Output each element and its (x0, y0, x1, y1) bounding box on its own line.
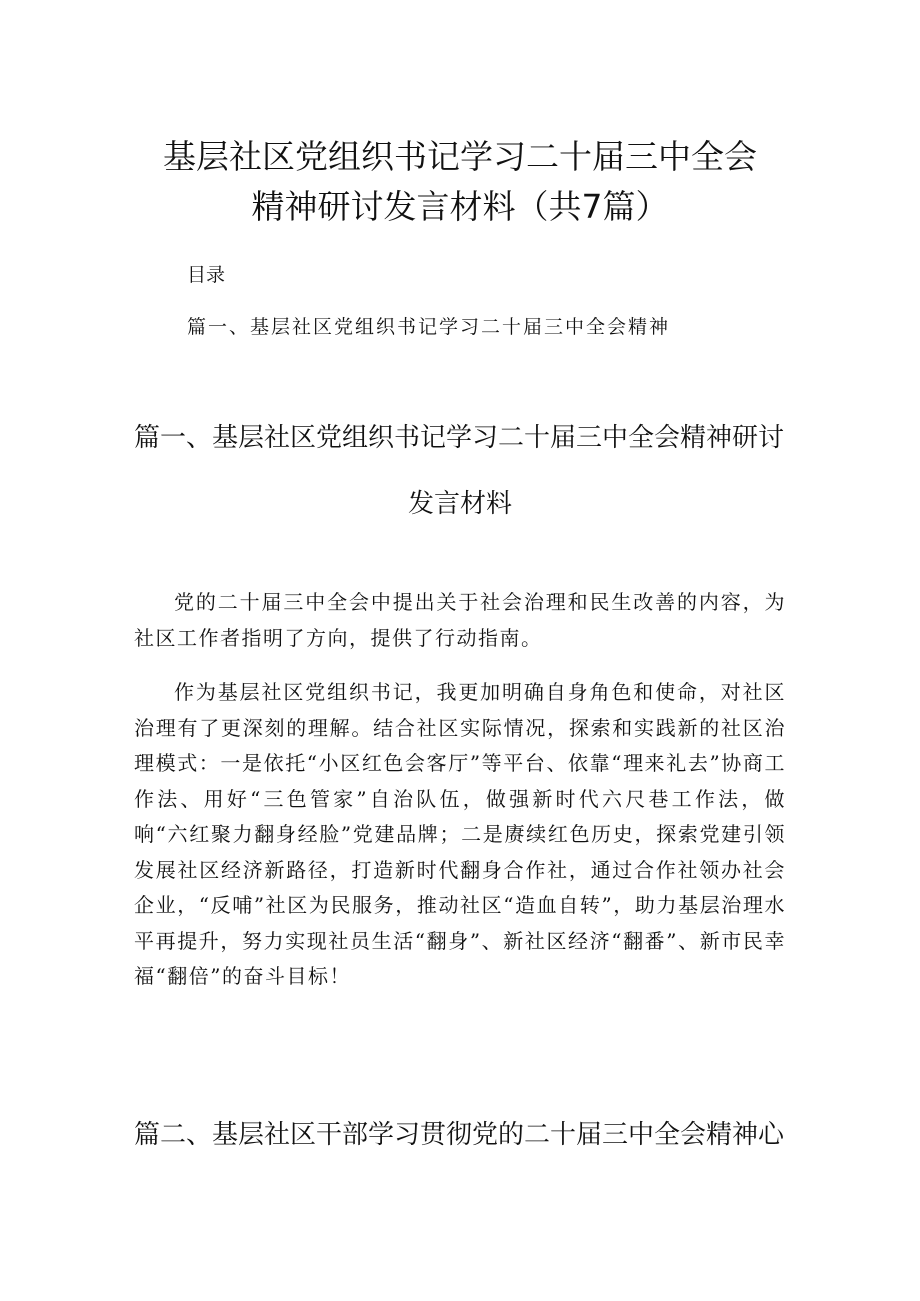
section-2-heading-line1: 篇二、基层社区干部学习贯彻党的二十届三中全会精神心 (134, 1120, 785, 1150)
toc-item-1[interactable]: 篇一、基层社区党组织书记学习二十届三中全会精神 (187, 316, 671, 338)
section-1-paragraph-2: 作为基层社区党组织书记，我更加明确自身角色和使命，对社区治理有了更深刻的理解。结合社区实际情况，探索和实践新的社区治理模式：一是依托“小区红色会客厅”等平台、依靠“理来礼去”协商工作法、用好“三色管家”自治队伍，做强新时代六尺巷工作法，做响“六红聚力翻身经脸”党建品牌；二是赓续红色历史，探索党建引领发展社区经济新路径，打造新时代翻身合作社，通过合作社领办社会企业，“反哺”社区为民服务，推动社区“造血自转”，助力基层治理水平再提升，努力实现社员生活“翻身”、新社区经济“翻番”、新市民幸福“翻倍”的奋斗目标！ (134, 680, 786, 988)
document-title-line1: 基层社区党组织书记学习二十届三中全会 (163, 137, 757, 176)
section-1-heading-line2: 发言材料 (407, 489, 512, 519)
section-1-heading-line1: 篇一、基层社区党组织书记学习二十届三中全会精神研讨 (134, 423, 785, 453)
toc-label: 目录 (187, 264, 226, 286)
document-title-line2: 精神研讨发言材料（共7篇） (251, 187, 669, 226)
section-1-paragraph-1: 党的二十届三中全会中提出关于社会治理和民生改善的内容，为社区工作者指明了方向，提供了行动指南。 (134, 590, 786, 650)
